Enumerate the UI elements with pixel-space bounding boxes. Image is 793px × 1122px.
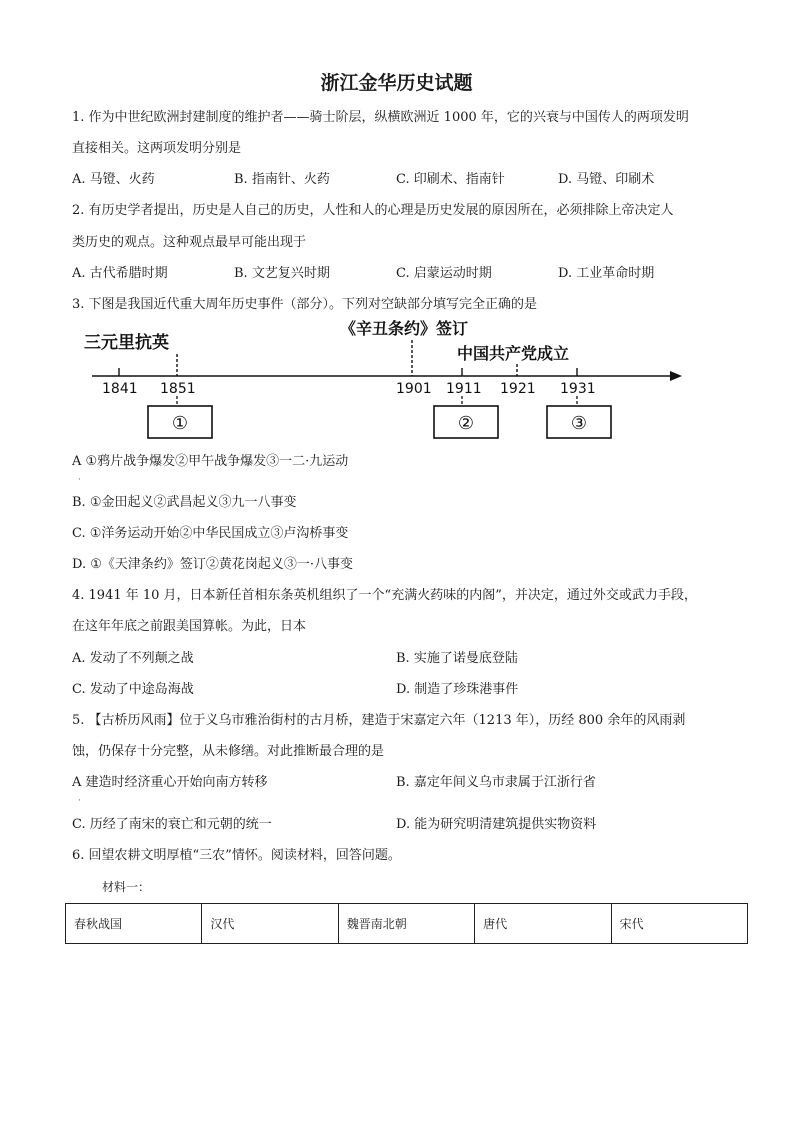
q4-stem-line2: 在这年年底之前跟美国算帐。为此，日本	[72, 619, 307, 634]
table-cell: 唐代	[475, 904, 611, 944]
q5-option-b: B. 嘉定年间义乌市隶属于江浙行省	[396, 775, 596, 790]
q1-option-b: B. 指南针、火药	[234, 172, 330, 187]
q3-option-c: C. ①洋务运动开始②中华民国成立③卢沟桥事变	[72, 526, 349, 541]
table-row	[66, 904, 748, 944]
blank-box-3-label: ③	[570, 413, 588, 434]
table-cell: 汉代	[202, 904, 338, 944]
material-table	[65, 903, 748, 944]
page-title: 浙江金华历史试题	[320, 72, 473, 94]
q1-option-a: A. 马镫、火药	[72, 172, 155, 187]
table-cell: 魏晋南北朝	[338, 904, 474, 944]
q2-stem-line2: 类历史的观点。这种观点最早可能出现于	[72, 235, 307, 250]
material-one-label: 材料一：	[102, 880, 151, 894]
q4-stem-line1: 4. 1941 年 10 月，日本新任首相东条英机组织了一个“充满火药味的内阁”，并决定，通过外交或武力手段，	[72, 588, 697, 603]
q2-stem-line1: 2. 有历史学者提出，历史是人自己的历史，人性和人的心理是历史发展的原因所在，必须排除上帝决定人	[72, 203, 674, 218]
q5-option-d: D. 能为研究明清建筑提供实物资料	[396, 817, 597, 832]
timeline-figure	[82, 320, 692, 445]
year-label-1931: 1931	[560, 381, 596, 397]
q4-option-d: D. 制造了珍珠港事件	[396, 682, 519, 697]
q2-option-a: A. 古代希腊时期	[72, 266, 168, 281]
q3-stem: 3. 下图是我国近代重大周年历史事件（部分）。下列对空缺部分填写完全正确的是	[72, 297, 538, 312]
scan-dot: ·	[78, 475, 81, 485]
timeline-event-sanyuanli: 三元里抗英	[84, 333, 169, 353]
timeline-event-cpc: 中国共产党成立	[457, 344, 570, 363]
q2-option-c: C. 启蒙运动时期	[396, 266, 492, 281]
blank-box-1-label: ①	[171, 413, 189, 434]
q2-option-b: B. 文艺复兴时期	[234, 266, 330, 281]
q4-option-c: C. 发动了中途岛海战	[72, 682, 194, 697]
q1-option-d: D. 马镫、印刷术	[558, 172, 655, 187]
timeline-arrow-icon	[670, 371, 682, 381]
blank-box-2-label: ②	[457, 413, 475, 434]
q5-stem-line1: 5. 【古桥历风雨】位于义乌市雅治街村的古月桥，建造于宋嘉定六年（1213 年），历经 800 余年的风雨剥	[72, 713, 686, 728]
q1-stem-line1: 1. 作为中世纪欧洲封建制度的维护者——骑士阶层，纵横欧洲近 1000 年，它的兴衰与中国传人的两项发明	[72, 110, 689, 125]
year-label-1841: 1841	[102, 381, 138, 397]
q1-stem-line2: 直接相关。这两项发明分别是	[72, 141, 242, 156]
q4-option-a: A. 发动了不列颠之战	[72, 651, 194, 666]
q1-option-c: C. 印刷术、指南针	[396, 172, 505, 187]
table-cell: 宋代	[611, 904, 747, 944]
q3-option-b: B. ①金田起义②武昌起义③九一八事变	[72, 495, 297, 510]
q3-option-d: D. ①《天津条约》签订②黄花岗起义③一·八事变	[72, 557, 354, 572]
q2-option-d: D. 工业革命时期	[558, 266, 655, 281]
scan-dot: ·	[78, 796, 81, 806]
year-label-1851: 1851	[160, 381, 196, 397]
year-label-1911: 1911	[446, 381, 482, 397]
year-label-1901: 1901	[396, 381, 432, 397]
q6-stem: 6. 回望农耕文明厚植“三农”情怀。阅读材料，回答问题。	[72, 848, 401, 863]
table-cell: 春秋战国	[66, 904, 202, 944]
timeline-event-xinchou: 《辛丑条约》签订	[340, 320, 469, 338]
q4-option-b: B. 实施了诺曼底登陆	[396, 651, 518, 666]
q3-option-a: A ①鸦片战争爆发②甲午战争爆发③一二·九运动	[72, 454, 349, 469]
q5-option-a: A 建造时经济重心开始向南方转移	[72, 775, 268, 790]
q5-option-c: C. 历经了南宋的衰亡和元朝的统一	[72, 817, 272, 832]
year-label-1921: 1921	[500, 381, 536, 397]
q5-stem-line2: 蚀，仍保存十分完整，从未修缮。对此推断最合理的是	[72, 744, 385, 759]
